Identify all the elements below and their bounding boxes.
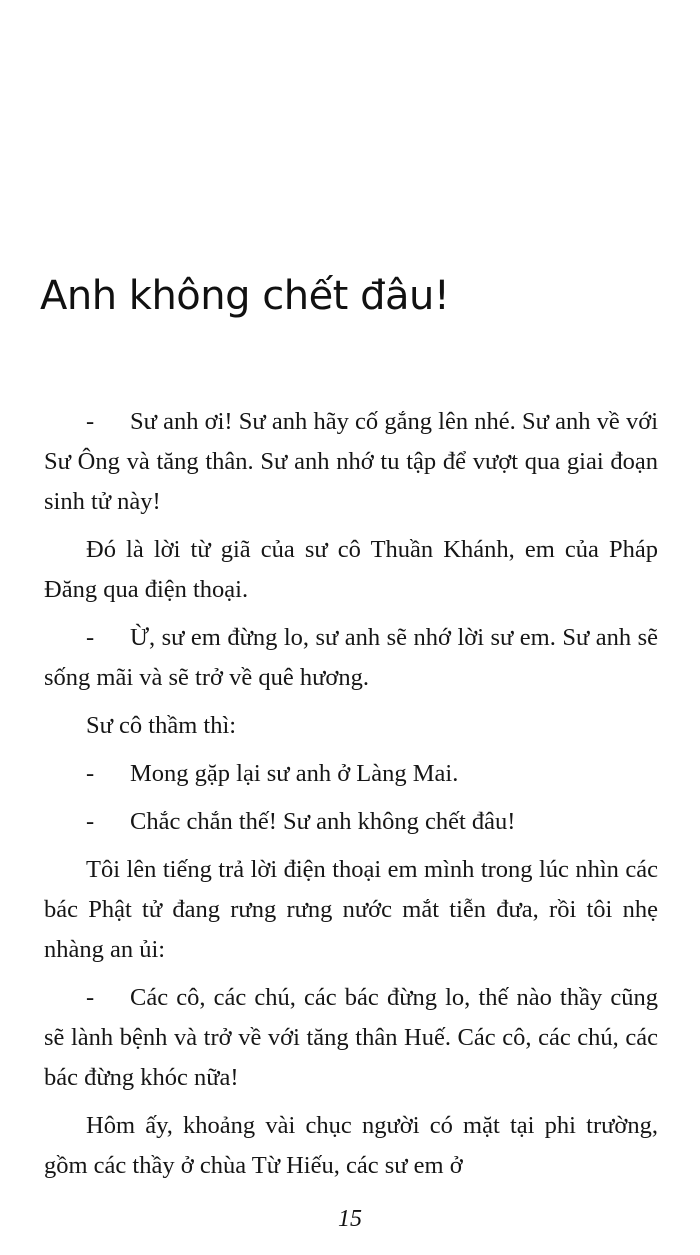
paragraph: Sư cô thầm thì:	[86, 712, 237, 739]
dialogue-line	[44, 802, 658, 842]
page-number: 15	[338, 1206, 362, 1232]
dialogue-text: Mong gặp lại sư anh ở Làng Mai.	[130, 760, 459, 787]
paragraph: Tôi lên tiếng trả lời điện thoại em mình trong lúc nhìn các bác Phật tử đang rưng rưng nước mắt tiễn đưa, rồi tôi nhẹ nhàng an ủi:	[44, 856, 658, 963]
dialogue-line	[44, 402, 658, 522]
body-text	[44, 402, 658, 1194]
paragraph: Đó là lời từ giã của sư cô Thuần Khánh, em của Pháp Đăng qua điện thoại.	[44, 536, 658, 603]
dialogue-dash: -	[86, 624, 95, 651]
dialogue-dash: -	[86, 984, 95, 1011]
dialogue-line	[44, 754, 658, 794]
dialogue-text: Ừ, sư em đừng lo, sư anh sẽ nhớ lời sư em. Sư anh sẽ sống mãi và sẽ trở về quê hương.	[44, 624, 658, 691]
dialogue-dash: -	[86, 760, 95, 787]
dialogue-text: Sư anh ơi! Sư anh hãy cố gắng lên nhé. Sư anh về với Sư Ông và tăng thân. Sư anh nhớ tu tập để vượt qua giai đoạn sinh tử này!	[44, 408, 658, 515]
paragraph: Hôm ấy, khoảng vài chục người có mặt tại phi trường, gồm các thầy ở chùa Từ Hiếu, các sư em ở	[44, 1112, 658, 1179]
dialogue-dash: -	[86, 408, 95, 435]
dialogue-text: Chắc chắn thế! Sư anh không chết đâu!	[130, 808, 516, 835]
chapter-title: Anh không chết đâu!	[40, 273, 450, 319]
dialogue-line	[44, 618, 658, 698]
dialogue-line	[44, 978, 658, 1098]
dialogue-text: Các cô, các chú, các bác đừng lo, thế nào thầy cũng sẽ lành bệnh và trở về với tăng thân Huế. Các cô, các chú, các bác đừng khóc nữa!	[44, 984, 658, 1091]
dialogue-dash: -	[86, 808, 95, 835]
